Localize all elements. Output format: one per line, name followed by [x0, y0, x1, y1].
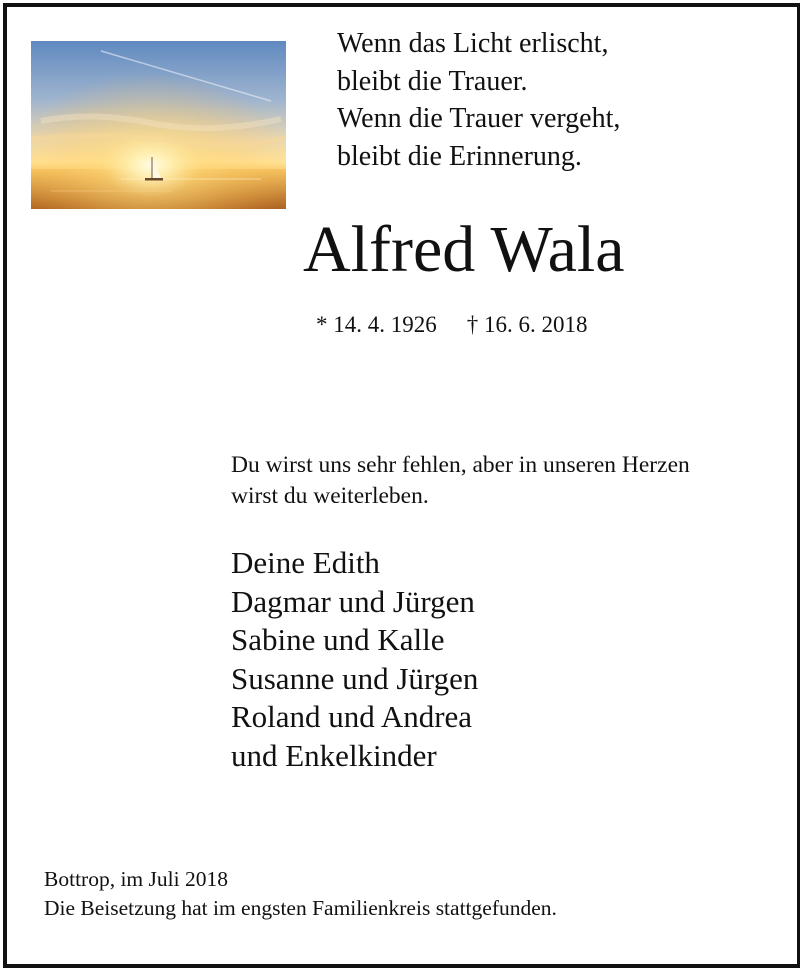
farewell-message	[231, 450, 690, 512]
mourner-line: und Enkelkinder	[231, 737, 437, 773]
poem-line: Wenn die Trauer vergeht,	[337, 103, 621, 134]
poem-line: Wenn das Licht erlischt,	[337, 28, 609, 59]
birth-date: * 14. 4. 1926	[316, 312, 437, 337]
mourner-line: Sabine und Kalle	[231, 622, 445, 657]
mourner-line: Dagmar und Jürgen	[231, 583, 475, 619]
poem-line: bleibt die Erinnerung.	[337, 140, 582, 172]
farewell-line: wirst du weiterleben.	[231, 483, 429, 509]
deceased-name: Alfred Wala	[303, 213, 625, 286]
farewell-line: Du wirst uns sehr fehlen, aber in unseren Herzen	[231, 452, 690, 478]
mourners-list	[231, 544, 478, 775]
life-dates	[316, 310, 588, 340]
poem-line: bleibt die Trauer.	[337, 65, 528, 97]
death-date: † 16. 6. 2018	[466, 312, 588, 337]
funeral-note: Die Beisetzung hat im engsten Familienkreis stattgefunden.	[44, 896, 557, 920]
mourner-line: Susanne und Jürgen	[231, 660, 479, 696]
place-date: Bottrop, im Juli 2018	[44, 867, 228, 891]
poem	[337, 25, 620, 175]
mourner-line: Deine Edith	[231, 545, 380, 580]
sunset-sailboat-image	[31, 41, 286, 209]
mourner-line: Roland und Andrea	[231, 699, 473, 734]
footer	[44, 865, 557, 923]
